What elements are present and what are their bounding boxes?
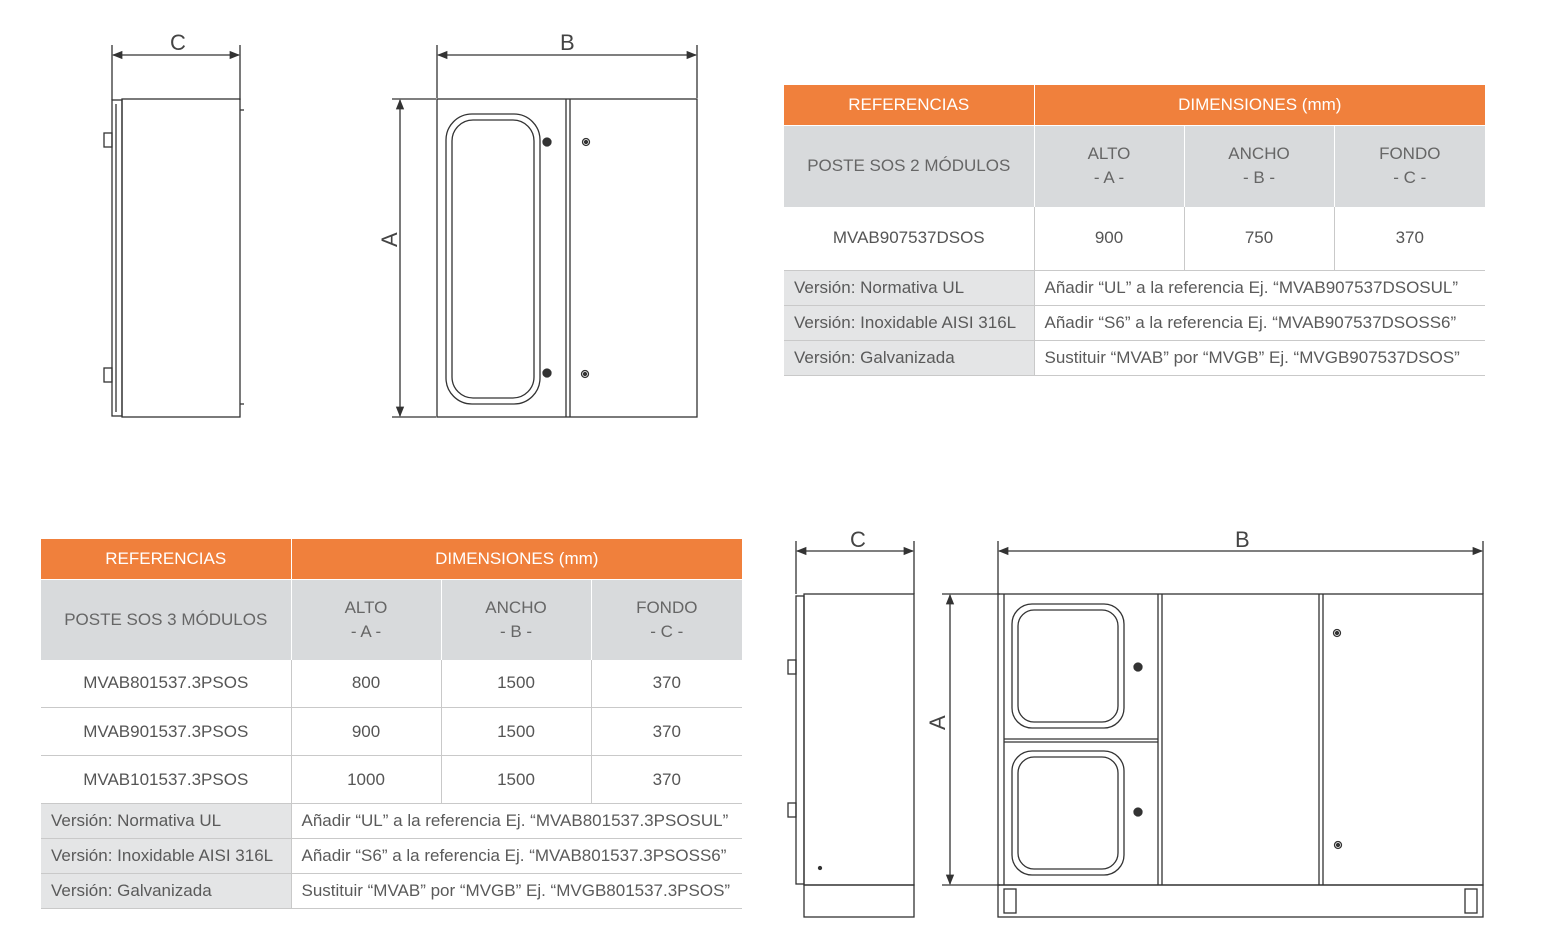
col-fondo: FONDO - C -: [591, 580, 742, 660]
version-row: [41, 839, 742, 874]
ancho-cell: 1500: [441, 756, 591, 804]
fondo-cell: 370: [591, 708, 742, 756]
spec-table-3-modules: [41, 539, 742, 909]
version-text: Añadir “S6” a la referencia Ej. “MVAB907537DSOSS6”: [1034, 306, 1485, 341]
col-alto: ALTO - A -: [291, 580, 441, 660]
header-referencias: REFERENCIAS: [41, 539, 291, 580]
header-referencias: REFERENCIAS: [784, 85, 1034, 126]
alto-cell: 800: [291, 660, 441, 708]
version-label: Versión: Galvanizada: [41, 874, 291, 909]
version-text: Añadir “UL” a la referencia Ej. “MVAB907537DSOSUL”: [1034, 271, 1485, 306]
col-alto: ALTO - A -: [1034, 126, 1184, 207]
fondo-cell: 370: [591, 660, 742, 708]
alto-cell: 900: [291, 708, 441, 756]
version-label: Versión: Normativa UL: [41, 804, 291, 839]
side-view-2-modules: [104, 45, 244, 417]
version-row: [784, 306, 1485, 341]
table-row: [41, 660, 742, 708]
dim-a-label: A: [377, 232, 402, 247]
dim-a-label: A: [925, 715, 950, 730]
version-label: Versión: Inoxidable AISI 316L: [41, 839, 291, 874]
technical-drawing-2-modules: [0, 0, 760, 440]
version-row: [784, 341, 1485, 376]
fondo-cell: 370: [591, 756, 742, 804]
header-dimensiones: DIMENSIONES (mm): [291, 539, 742, 580]
dim-c-label: C: [850, 527, 866, 552]
version-row: [41, 874, 742, 909]
col-ancho: ANCHO - B -: [441, 580, 591, 660]
ancho-cell: 750: [1184, 207, 1334, 271]
dim-c-label: C: [170, 30, 186, 55]
ref-cell: MVAB907537DSOS: [784, 207, 1034, 271]
version-label: Versión: Galvanizada: [784, 341, 1034, 376]
spec-table-2-modules: [784, 85, 1485, 376]
version-text: Sustituir “MVAB” por “MVGB” Ej. “MVGB907537DSOS”: [1034, 341, 1485, 376]
table-row: [41, 756, 742, 804]
front-view-3-modules: [942, 541, 1483, 917]
version-label: Versión: Normativa UL: [784, 271, 1034, 306]
ref-cell: MVAB101537.3PSOS: [41, 756, 291, 804]
alto-cell: 900: [1034, 207, 1184, 271]
version-text: Añadir “S6” a la referencia Ej. “MVAB801537.3PSOSS6”: [291, 839, 742, 874]
alto-cell: 1000: [291, 756, 441, 804]
ancho-cell: 1500: [441, 708, 591, 756]
version-label: Versión: Inoxidable AISI 316L: [784, 306, 1034, 341]
product-name: POSTE SOS 3 MÓDULOS: [41, 580, 291, 660]
version-row: [784, 271, 1485, 306]
version-row: [41, 804, 742, 839]
col-ancho: ANCHO - B -: [1184, 126, 1334, 207]
front-view-2-modules: [392, 45, 697, 417]
col-fondo: FONDO - C -: [1334, 126, 1485, 207]
table-row: [784, 207, 1485, 271]
side-view-3-modules: [788, 541, 914, 917]
ref-cell: MVAB901537.3PSOS: [41, 708, 291, 756]
ref-cell: MVAB801537.3PSOS: [41, 660, 291, 708]
fondo-cell: 370: [1334, 207, 1485, 271]
ancho-cell: 1500: [441, 660, 591, 708]
version-text: Sustituir “MVAB” por “MVGB” Ej. “MVGB801537.3PSOS”: [291, 874, 742, 909]
version-text: Añadir “UL” a la referencia Ej. “MVAB801537.3PSOSUL”: [291, 804, 742, 839]
dim-b-label: B: [1235, 527, 1250, 552]
technical-drawing-3-modules: [760, 510, 1520, 940]
table-row: [41, 708, 742, 756]
product-name: POSTE SOS 2 MÓDULOS: [784, 126, 1034, 207]
dim-b-label: B: [560, 30, 575, 55]
header-dimensiones: DIMENSIONES (mm): [1034, 85, 1485, 126]
